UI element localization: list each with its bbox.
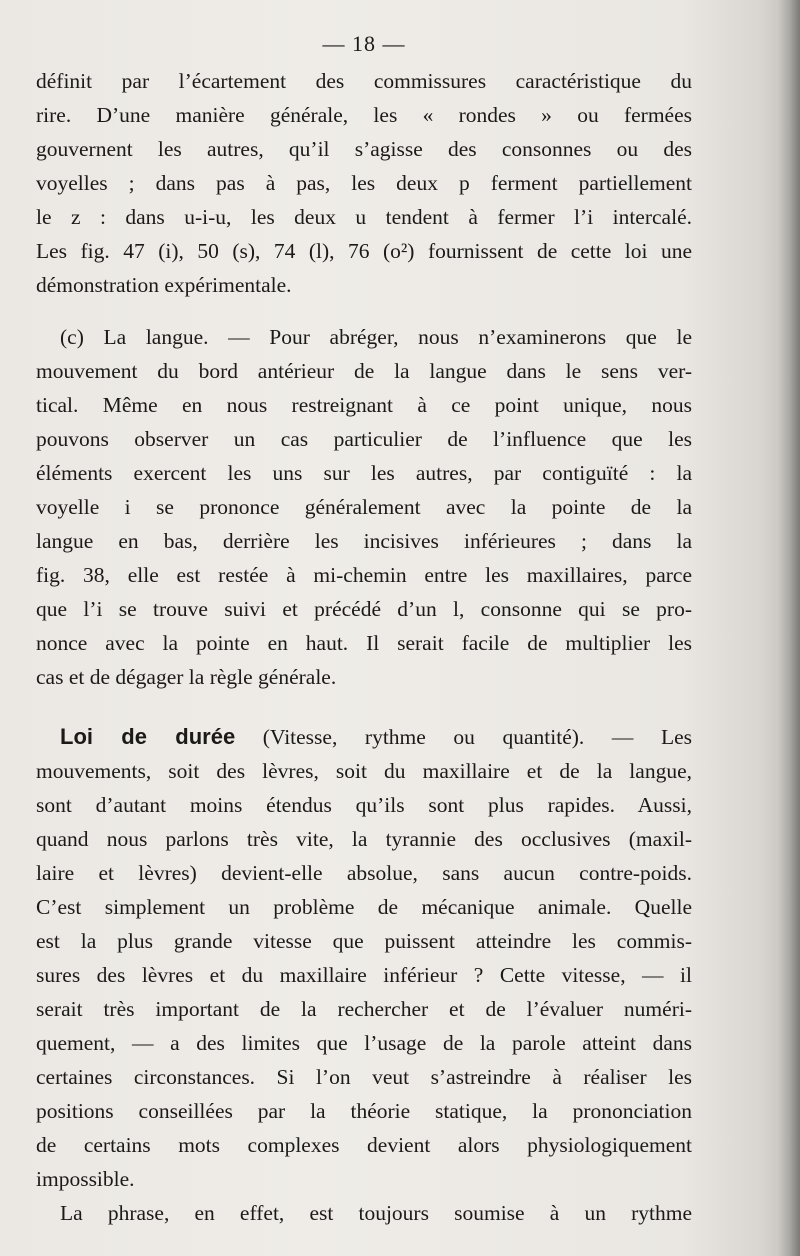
text-line: est la plus grande vitesse que puissent atteindre les commis-: [36, 929, 692, 953]
text-line-rest: (Vitesse, rythme ou quantité). — Les: [235, 725, 692, 749]
text-line: sont d’autant moins étendus qu’ils sont plus rapides. Aussi,: [36, 793, 692, 817]
text-line: laire et lèvres) devient-elle absolue, sans aucun contre-poids.: [36, 861, 692, 885]
page-number: — 18 —: [322, 31, 406, 56]
paragraph-4: [36, 1196, 692, 1230]
text-line: serait très important de la rechercher et de l’évaluer numéri-: [36, 997, 692, 1021]
text-line: positions conseillées par la théorie statique, la prononciation: [36, 1099, 692, 1123]
text-line: quand nous parlons très vite, la tyrannie des occlusives (maxil-: [36, 827, 692, 851]
paragraph-1: [36, 64, 692, 302]
text-line: certaines circonstances. Si l’on veut s’astreindre à réaliser les: [36, 1065, 692, 1089]
text-line: (c) La langue. — Pour abréger, nous n’examinerons que le: [60, 325, 692, 349]
text-line: mouvements, soit des lèvres, soit du maxillaire et de la langue,: [36, 759, 692, 783]
text-line: impossible.: [36, 1167, 135, 1191]
text-line: démonstration expérimentale.: [36, 273, 292, 297]
text-line: nonce avec la pointe en haut. Il serait facile de multiplier les: [36, 631, 692, 655]
text-line: langue en bas, derrière les incisives inférieures ; dans la: [36, 529, 692, 553]
text-line: éléments exercent les uns sur les autres, par contiguïté : la: [36, 461, 692, 485]
paragraph-2: [36, 320, 692, 694]
text-line: voyelles ; dans pas à pas, les deux p ferment partiellement: [36, 171, 692, 195]
text-line: le z : dans u-i-u, les deux u tendent à fermer l’i intercalé.: [36, 205, 692, 229]
text-line: C’est simplement un problème de mécanique animale. Quelle: [36, 895, 692, 919]
text-line: quement, — a des limites que l’usage de la parole atteint dans: [36, 1031, 692, 1055]
text-line: voyelle i se prononce généralement avec la pointe de la: [36, 495, 692, 519]
text-line: pouvons observer un cas particulier de l’influence que les: [36, 427, 692, 451]
text-block: [36, 24, 692, 1230]
text-line: rire. D’une manière générale, les « rondes » ou fermées: [36, 103, 692, 127]
text-line: tical. Même en nous restreignant à ce point unique, nous: [36, 393, 692, 417]
text-line: de certains mots complexes devient alors physiologiquement: [36, 1133, 692, 1157]
page-edge-shadow: [778, 0, 800, 1256]
text-line: cas et de dégager la règle générale.: [36, 665, 337, 689]
text-line: fig. 38, elle est restée à mi-chemin entre les maxillaires, parce: [36, 563, 692, 587]
text-line: définit par l’écartement des commissures caractéristique du: [36, 69, 692, 93]
text-line: La phrase, en effet, est toujours soumise à un rythme: [60, 1201, 692, 1225]
text-line: mouvement du bord antérieur de la langue dans le sens ver-: [36, 359, 692, 383]
text-line: [36, 720, 692, 754]
text-line: Les fig. 47 (i), 50 (s), 74 (l), 76 (o²) fournissent de cette loi une: [36, 239, 692, 263]
text-line: sures des lèvres et du maxillaire inférieur ? Cette vitesse, — il: [36, 963, 692, 987]
section-heading: Loi de durée: [60, 724, 236, 749]
text-line: gouvernent les autres, qu’il s’agisse des consonnes ou des: [36, 137, 692, 161]
text-line: que l’i se trouve suivi et précédé d’un l, consonne qui se pro-: [36, 597, 692, 621]
paragraph-3: [36, 720, 692, 1196]
